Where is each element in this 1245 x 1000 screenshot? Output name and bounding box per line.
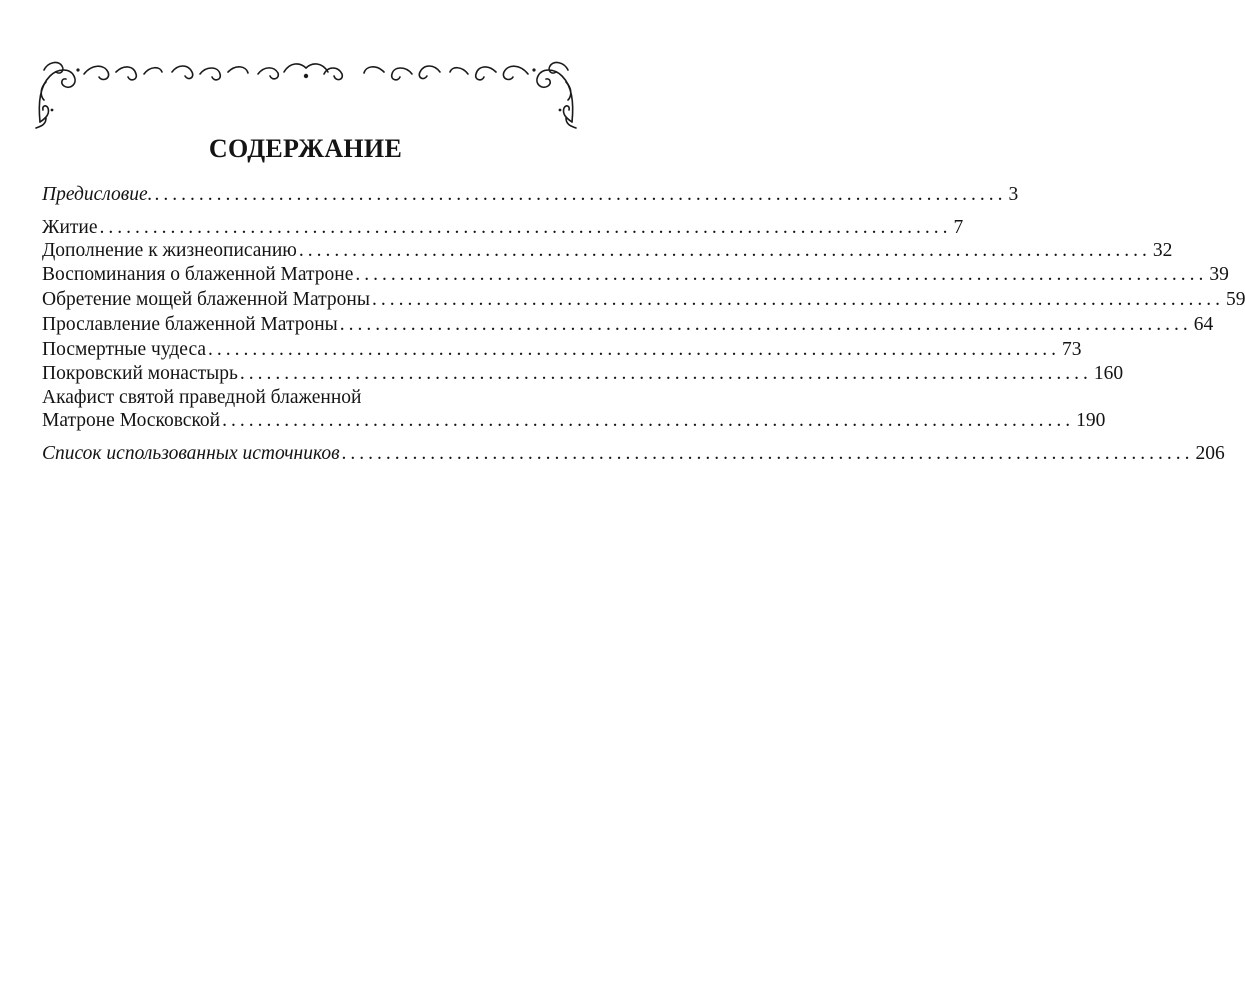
toc-entry-page: 190 (1076, 410, 1106, 431)
toc-entry-page: 39 (1209, 264, 1229, 285)
decorative-header-ornament (32, 52, 580, 132)
toc-entry-page: 64 (1193, 314, 1214, 335)
toc-dot-leader: ................................................................................................ (208, 339, 1060, 360)
toc-entry-page: 73 (1062, 339, 1082, 360)
toc-entry (42, 217, 964, 239)
toc-entry-title: Обретение мощей блаженной Матроны (42, 289, 370, 310)
toc-dot-leader: ................................................................................................ (355, 264, 1208, 285)
toc-dot-leader: ................................................................................................ (239, 363, 1092, 384)
toc-dot-leader: ................................................................................................ (154, 184, 1007, 205)
toc-entry-page: 3 (1008, 184, 1019, 205)
toc-entry-page: 206 (1195, 443, 1225, 464)
toc-entry-title: Воспоминания о блаженной Матроне (42, 264, 354, 285)
toc-entry (42, 363, 1124, 385)
page-title: СОДЕРЖАНИЕ (208, 134, 403, 163)
toc-entry-page: 32 (1152, 240, 1173, 261)
toc-entry-akathist (42, 410, 1106, 432)
toc-entry-akathist-line1: Акафист святой праведной блаженной (42, 387, 362, 408)
toc-entry (42, 289, 1245, 311)
toc-entry (42, 314, 1214, 336)
toc-entry-title: Прославление блаженной Матроны (42, 314, 338, 335)
toc-entry-page: 59 (1225, 289, 1245, 310)
toc-entry-title: Покровский монастырь (42, 363, 238, 384)
toc-entry (42, 264, 1229, 286)
toc-entry-title: Житие (42, 217, 98, 238)
toc-entry-title: Список использованных источников (42, 443, 340, 464)
toc-entry-title: Матроне Московской (42, 410, 221, 431)
toc-entry (42, 339, 1082, 361)
toc-entry-page: 160 (1093, 363, 1124, 384)
toc-dot-leader: ................................................................................................ (222, 410, 1075, 431)
toc-dot-leader: ................................................................................................ (298, 240, 1151, 261)
toc-entry-title: Посмертные чудеса (42, 339, 206, 360)
toc-dot-leader: ................................................................................................ (341, 443, 1194, 464)
toc-entry (42, 240, 1173, 262)
toc-dot-leader: ................................................................................................ (339, 314, 1192, 335)
toc-entry-title: Предисловие. (42, 184, 153, 205)
toc-dot-leader: ................................................................................................ (99, 217, 952, 238)
toc-entry-title: Дополнение к жизнеописанию (42, 240, 297, 261)
toc-dot-leader: ................................................................................................ (371, 289, 1224, 310)
toc-entry-preface (42, 184, 1019, 206)
toc-entry-page: 7 (953, 217, 964, 238)
toc-entry-sources (42, 443, 1225, 465)
